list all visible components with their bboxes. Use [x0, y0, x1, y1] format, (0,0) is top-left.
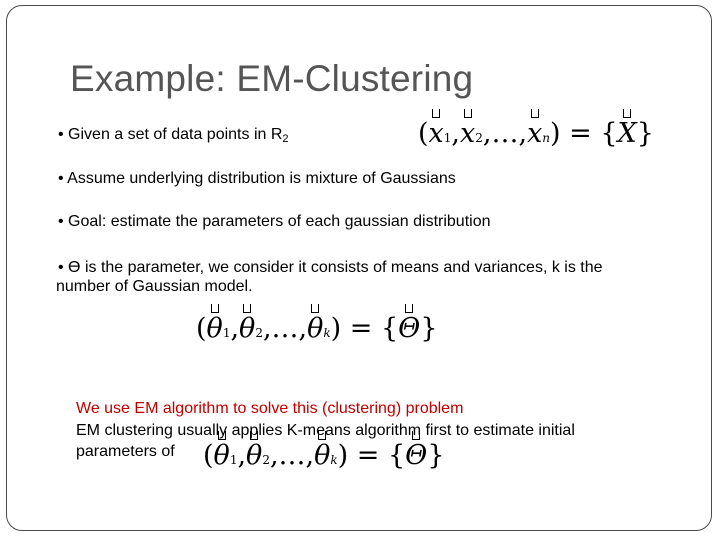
vector-accent-icon — [623, 109, 631, 118]
formula-x2 — [460, 118, 475, 149]
formula-X — [618, 118, 637, 149]
formula-ellipsis: ,…, — [262, 313, 308, 344]
vector-accent-icon — [250, 431, 258, 440]
bullet-mixture: • Assume underlying distribution is mixture of Gaussians — [58, 170, 456, 187]
formula-theta2-symbol: θ — [246, 440, 263, 471]
kmeans-note-continued: parameters of — [76, 443, 175, 460]
bullet-subscript: 2 — [282, 133, 289, 145]
vector-accent-icon — [311, 304, 319, 313]
formula-thetak-symbol: θ — [314, 440, 331, 471]
bullet-text: • Given a set of data points in R — [58, 126, 283, 143]
bullet-goal: • Goal: estimate the parameters of each gaussian distribution — [58, 213, 491, 230]
formula-thetak — [307, 313, 323, 344]
bullet-theta: • Ө is the parameter, we consider it consists of means and variances, k is the — [58, 259, 603, 276]
formula-Theta — [398, 313, 420, 344]
kmeans-note: EM clustering usually applies K-means algorithm first to estimate initial — [76, 422, 575, 439]
formula-theta1 — [214, 440, 230, 471]
formula-x1 — [429, 118, 444, 149]
formula-x2-subscript: 2 — [475, 131, 483, 145]
formula-paren-open: ( — [418, 118, 429, 149]
vector-accent-icon — [243, 304, 251, 313]
vector-accent-icon — [211, 304, 219, 313]
formula-equals: ) = { — [337, 440, 406, 471]
formula-theta-set-initial: ( θ1, θ2,…, θk) = { Θ} — [203, 440, 445, 471]
formula-ellipsis: ,…, — [482, 118, 528, 149]
vector-accent-icon — [531, 109, 539, 118]
formula-equals: ) = { — [550, 118, 618, 149]
formula-theta2-symbol: θ — [239, 313, 256, 344]
bullet-theta-continued: number of Gaussian model. — [56, 278, 253, 295]
formula-paren-open: ( — [196, 313, 207, 344]
formula-x2-symbol: x — [460, 118, 476, 149]
em-algorithm-note: We use EM algorithm to solve this (clustering) problem — [76, 400, 464, 417]
vector-accent-icon — [464, 109, 472, 118]
formula-x1-subscript: 1 — [443, 131, 452, 145]
vector-accent-icon — [218, 431, 226, 440]
formula-ellipsis: ,…, — [269, 440, 315, 471]
formula-theta1-subscript: 1 — [222, 326, 231, 340]
formula-xn-subscript: n — [542, 131, 551, 145]
formula-thetak-subscript: k — [323, 326, 331, 340]
formula-Theta-symbol: Θ — [398, 313, 421, 344]
formula-paren-open: ( — [203, 440, 214, 471]
formula-xn — [527, 118, 542, 149]
formula-brace-close: } — [427, 440, 445, 471]
formula-data-points: ( x1, x2,…, xn) = { X} — [418, 118, 654, 149]
slide-title: Example: EM-Clustering — [70, 58, 474, 99]
formula-theta1-subscript: 1 — [229, 453, 238, 467]
formula-thetak — [314, 440, 330, 471]
formula-brace-close: } — [636, 118, 654, 149]
formula-thetak-subscript: k — [330, 453, 338, 467]
vector-accent-icon — [318, 431, 326, 440]
formula-brace-close: } — [420, 313, 438, 344]
bullet-data-points — [58, 126, 289, 145]
formula-theta1-symbol: θ — [206, 313, 223, 344]
vector-accent-icon — [405, 304, 413, 313]
formula-x1-symbol: x — [428, 118, 444, 149]
formula-theta1-symbol: θ — [213, 440, 230, 471]
formula-equals: ) = { — [330, 313, 399, 344]
formula-theta2 — [246, 440, 262, 471]
formula-xn-symbol: x — [527, 118, 543, 149]
formula-Theta — [405, 440, 427, 471]
formula-thetak-symbol: θ — [307, 313, 324, 344]
formula-theta2 — [239, 313, 255, 344]
formula-theta2-subscript: 2 — [262, 453, 270, 467]
formula-X-symbol: X — [617, 118, 637, 149]
formula-theta2-subscript: 2 — [255, 326, 263, 340]
formula-Theta-symbol: Θ — [405, 440, 428, 471]
formula-theta1 — [207, 313, 223, 344]
vector-accent-icon — [432, 109, 440, 118]
formula-theta-set: ( θ1, θ2,…, θk) = { Θ} — [196, 313, 438, 344]
vector-accent-icon — [412, 431, 420, 440]
